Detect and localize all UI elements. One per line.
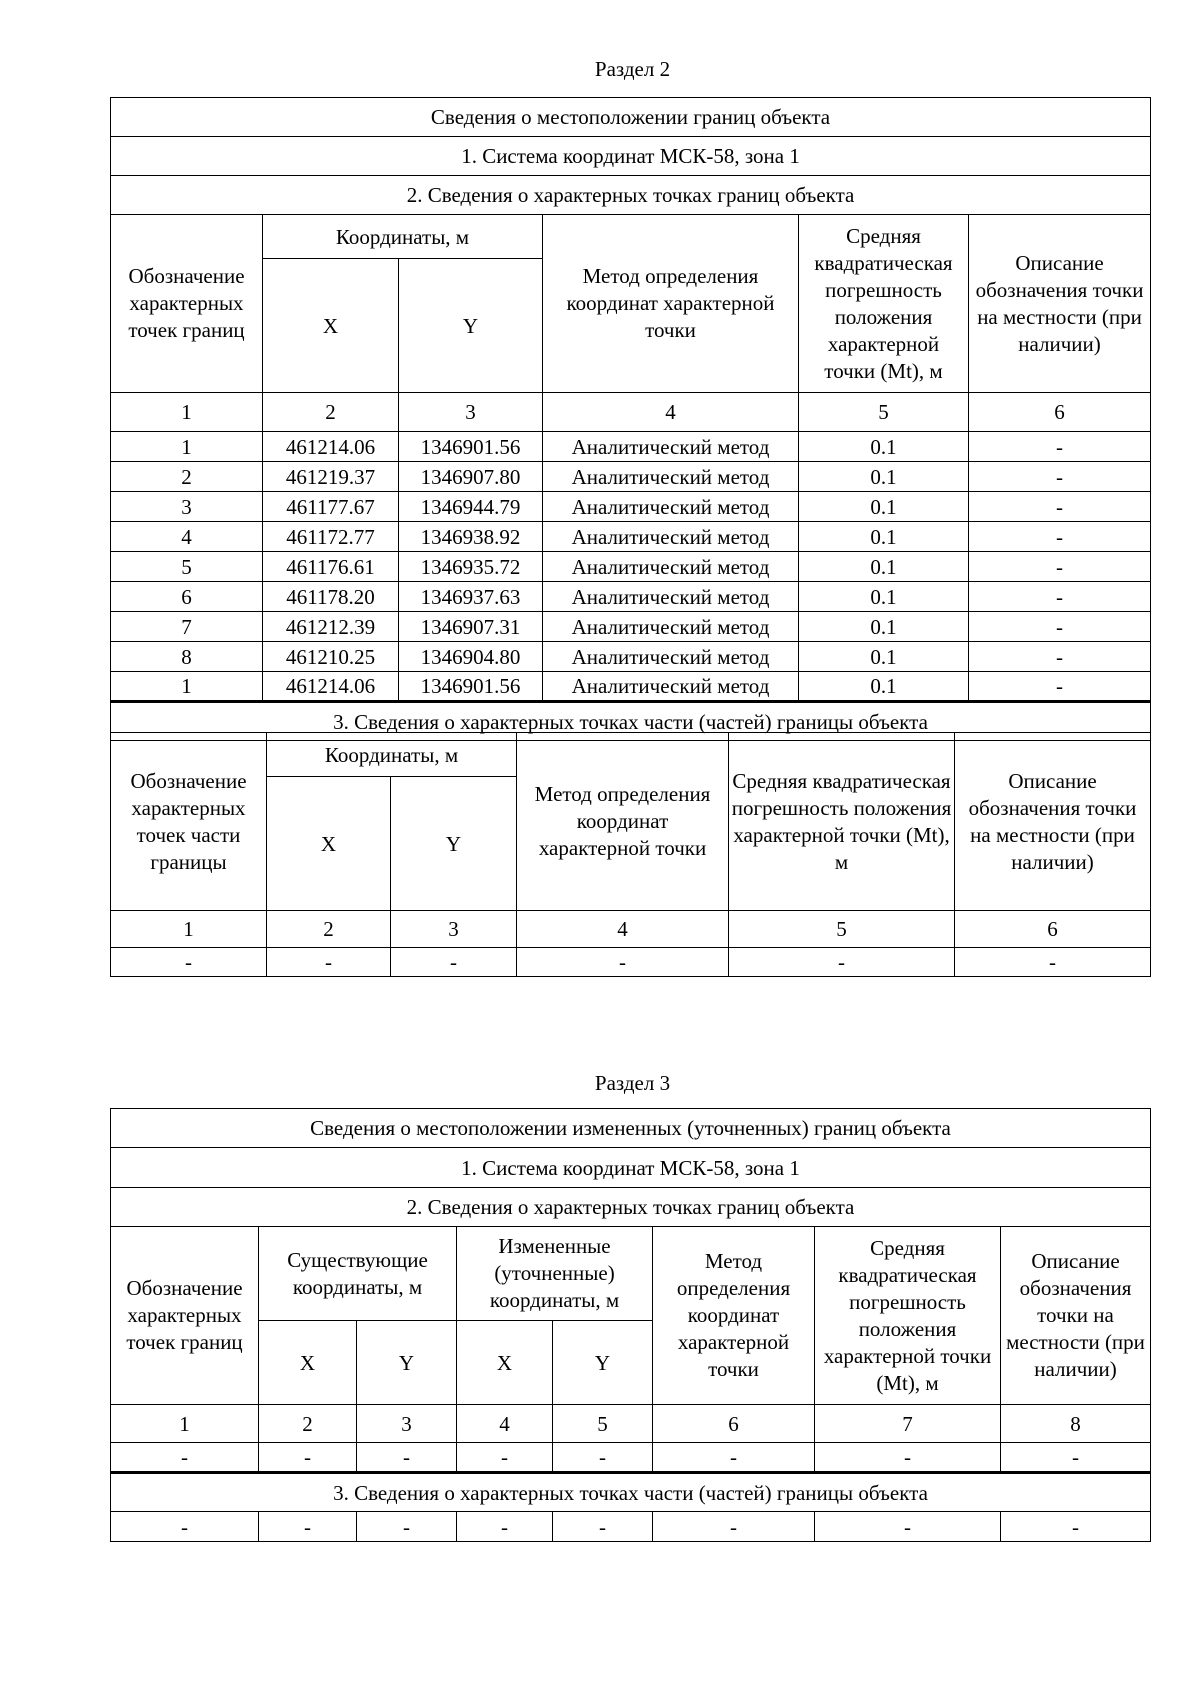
table-cell: 0.1	[799, 492, 969, 522]
column-number: 8	[1001, 1405, 1151, 1443]
column-number: 1	[111, 1405, 259, 1443]
part-col-header-method: Метод определения координат характерной точки	[517, 733, 729, 911]
table-cell: 461210.25	[263, 642, 399, 672]
table-cell: -	[111, 1512, 259, 1542]
table-cell: 1346907.80	[399, 462, 543, 492]
section2-heading: Раздел 2	[594, 57, 671, 81]
table-cell: 8	[111, 642, 263, 672]
col-header-method: Метод определения координат характерной точки	[543, 215, 799, 393]
section2-points-title: 2. Сведения о характерных точках границ объекта	[111, 176, 1151, 215]
section3-changed-boundary-table	[110, 1108, 1151, 1542]
col-header-description: Описание обозначения точки на местности (при наличии)	[969, 215, 1151, 393]
column-number: 7	[815, 1405, 1001, 1443]
table-cell: Аналитический метод	[543, 612, 799, 642]
table-cell: 0.1	[799, 432, 969, 462]
section2-boundary-table	[110, 97, 1151, 741]
section3-heading: Раздел 3	[594, 1071, 671, 1095]
part-col-header-y: Y	[391, 777, 517, 911]
table-row	[111, 462, 1151, 492]
column-number: 3	[399, 393, 543, 432]
table-cell: -	[955, 948, 1151, 977]
table-cell: Аналитический метод	[543, 462, 799, 492]
table-cell: 1346935.72	[399, 552, 543, 582]
column-number: 5	[553, 1405, 653, 1443]
table-cell: -	[553, 1512, 653, 1542]
section3-points-title: 2. Сведения о характерных точках границ объекта	[111, 1188, 1151, 1227]
column-number: 3	[357, 1405, 457, 1443]
column-number: 1	[111, 393, 263, 432]
table-row	[111, 432, 1151, 462]
table-cell: -	[969, 522, 1151, 552]
table-cell: 461219.37	[263, 462, 399, 492]
table-cell: 461178.20	[263, 582, 399, 612]
column-number: 4	[543, 393, 799, 432]
part-col-header-coords: Координаты, м	[267, 733, 517, 777]
table-cell: -	[969, 552, 1151, 582]
table-cell: 461214.06	[263, 432, 399, 462]
column-number-row	[111, 393, 1151, 432]
col-header-error: Средняя квадратическая погрешность положения характерной точки (Mt), м	[799, 215, 969, 393]
s3-col-header-description: Описание обозначения точки на местности (при наличии)	[1001, 1227, 1151, 1405]
table-cell: Аналитический метод	[543, 432, 799, 462]
table-cell: 461176.61	[263, 552, 399, 582]
table-row	[111, 552, 1151, 582]
table-cell: Аналитический метод	[543, 642, 799, 672]
column-number: 2	[267, 911, 391, 948]
table-cell: -	[815, 1512, 1001, 1542]
table-cell: -	[969, 672, 1151, 702]
column-number: 2	[259, 1405, 357, 1443]
part-col-header-x: X	[267, 777, 391, 911]
column-number: 4	[517, 911, 729, 948]
table-row	[111, 582, 1151, 612]
table-row	[111, 522, 1151, 552]
table-cell: 1346901.56	[399, 432, 543, 462]
s3-col-header-existing-x: X	[259, 1321, 357, 1405]
table-cell: 0.1	[799, 642, 969, 672]
section3-title: Сведения о местоположении измененных (уточненных) границ объекта	[111, 1109, 1151, 1148]
column-number: 6	[969, 393, 1151, 432]
table-cell: -	[457, 1512, 553, 1542]
section2-coord-system: 1. Система координат МСК-58, зона 1	[111, 137, 1151, 176]
table-cell: Аналитический метод	[543, 492, 799, 522]
table-row	[111, 612, 1151, 642]
table-cell: -	[729, 948, 955, 977]
s3-col-header-existing: Существующие координаты, м	[259, 1227, 457, 1321]
section3-coord-system: 1. Система координат МСК-58, зона 1	[111, 1148, 1151, 1188]
table-cell: -	[969, 612, 1151, 642]
col-header-y: Y	[399, 259, 543, 393]
table-cell: -	[815, 1443, 1001, 1473]
table-cell: 461214.06	[263, 672, 399, 702]
column-number: 1	[111, 911, 267, 948]
column-number: 5	[799, 393, 969, 432]
table-row	[111, 1512, 1151, 1542]
table-row	[111, 642, 1151, 672]
table-cell: -	[969, 492, 1151, 522]
part-col-header-description: Описание обозначения точки на местности (при наличии)	[955, 733, 1151, 911]
section2-title: Сведения о местоположении границ объекта	[111, 98, 1151, 137]
column-number: 3	[391, 911, 517, 948]
table-row	[111, 672, 1151, 702]
table-cell: 2	[111, 462, 263, 492]
table-cell: 1	[111, 432, 263, 462]
table-cell: -	[457, 1443, 553, 1473]
s3-col-header-error: Средняя квадратическая погрешность положения характерной точки (Mt), м	[815, 1227, 1001, 1405]
table-cell: 0.1	[799, 462, 969, 492]
table-cell: 0.1	[799, 582, 969, 612]
table-cell: 461177.67	[263, 492, 399, 522]
table-cell: 0.1	[799, 672, 969, 702]
column-number: 2	[263, 393, 399, 432]
table-cell: 4	[111, 522, 263, 552]
table-cell: Аналитический метод	[543, 582, 799, 612]
column-number: 4	[457, 1405, 553, 1443]
table-cell: 1346904.80	[399, 642, 543, 672]
table-cell: 1346901.56	[399, 672, 543, 702]
table-cell: 0.1	[799, 612, 969, 642]
table-cell: -	[553, 1443, 653, 1473]
section3-part-title: 3. Сведения о характерных точках части (частей) границы объекта	[111, 1473, 1151, 1512]
table-cell: -	[653, 1443, 815, 1473]
table-cell: -	[259, 1443, 357, 1473]
s3-col-header-method: Метод определения координат характерной точки	[653, 1227, 815, 1405]
table-cell: 5	[111, 552, 263, 582]
table-cell: 461212.39	[263, 612, 399, 642]
table-row	[111, 1443, 1151, 1473]
table-row	[111, 948, 1151, 977]
table-cell: -	[357, 1443, 457, 1473]
s3-col-header-changed-y: Y	[553, 1321, 653, 1405]
col-header-point: Обозначение характерных точек границ	[111, 215, 263, 393]
s3-col-header-changed: Измененные (уточненные) координаты, м	[457, 1227, 653, 1321]
table-cell: -	[1001, 1512, 1151, 1542]
table-cell: 461172.77	[263, 522, 399, 552]
s3-col-header-changed-x: X	[457, 1321, 553, 1405]
table-cell: 1	[111, 672, 263, 702]
table-cell: -	[969, 642, 1151, 672]
table-cell: -	[267, 948, 391, 977]
table-cell: 1346938.92	[399, 522, 543, 552]
section2-part-table	[110, 732, 1151, 977]
col-header-coords: Координаты, м	[263, 215, 543, 259]
col-header-x: X	[263, 259, 399, 393]
column-number: 6	[955, 911, 1151, 948]
table-cell: 3	[111, 492, 263, 522]
s3-column-number-row	[111, 1405, 1151, 1443]
table-cell: 0.1	[799, 522, 969, 552]
table-cell: -	[391, 948, 517, 977]
table-cell: -	[111, 1443, 259, 1473]
table-cell: 0.1	[799, 552, 969, 582]
section2-part-title: 3. Сведения о характерных точках части (частей) границы объекта	[111, 702, 1151, 741]
table-cell: -	[969, 582, 1151, 612]
table-cell: Аналитический метод	[543, 522, 799, 552]
part-col-header-point: Обозначение характерных точек части границы	[111, 733, 267, 911]
table-cell: 1346907.31	[399, 612, 543, 642]
part-col-header-error: Средняя квадратическая погрешность положения характерной точки (Mt), м	[729, 733, 955, 911]
table-cell: -	[259, 1512, 357, 1542]
table-cell: -	[653, 1512, 815, 1542]
table-cell: 1346944.79	[399, 492, 543, 522]
s3-col-header-point: Обозначение характерных точек границ	[111, 1227, 259, 1405]
table-cell: -	[969, 462, 1151, 492]
part-column-number-row	[111, 911, 1151, 948]
table-cell: -	[1001, 1443, 1151, 1473]
table-cell: -	[517, 948, 729, 977]
table-cell: 1346937.63	[399, 582, 543, 612]
table-cell: -	[357, 1512, 457, 1542]
table-cell: -	[969, 432, 1151, 462]
table-cell: 7	[111, 612, 263, 642]
table-cell: Аналитический метод	[543, 552, 799, 582]
table-cell: 6	[111, 582, 263, 612]
column-number: 5	[729, 911, 955, 948]
table-cell: -	[111, 948, 267, 977]
table-cell: Аналитический метод	[543, 672, 799, 702]
table-row	[111, 492, 1151, 522]
s3-col-header-existing-y: Y	[357, 1321, 457, 1405]
column-number: 6	[653, 1405, 815, 1443]
